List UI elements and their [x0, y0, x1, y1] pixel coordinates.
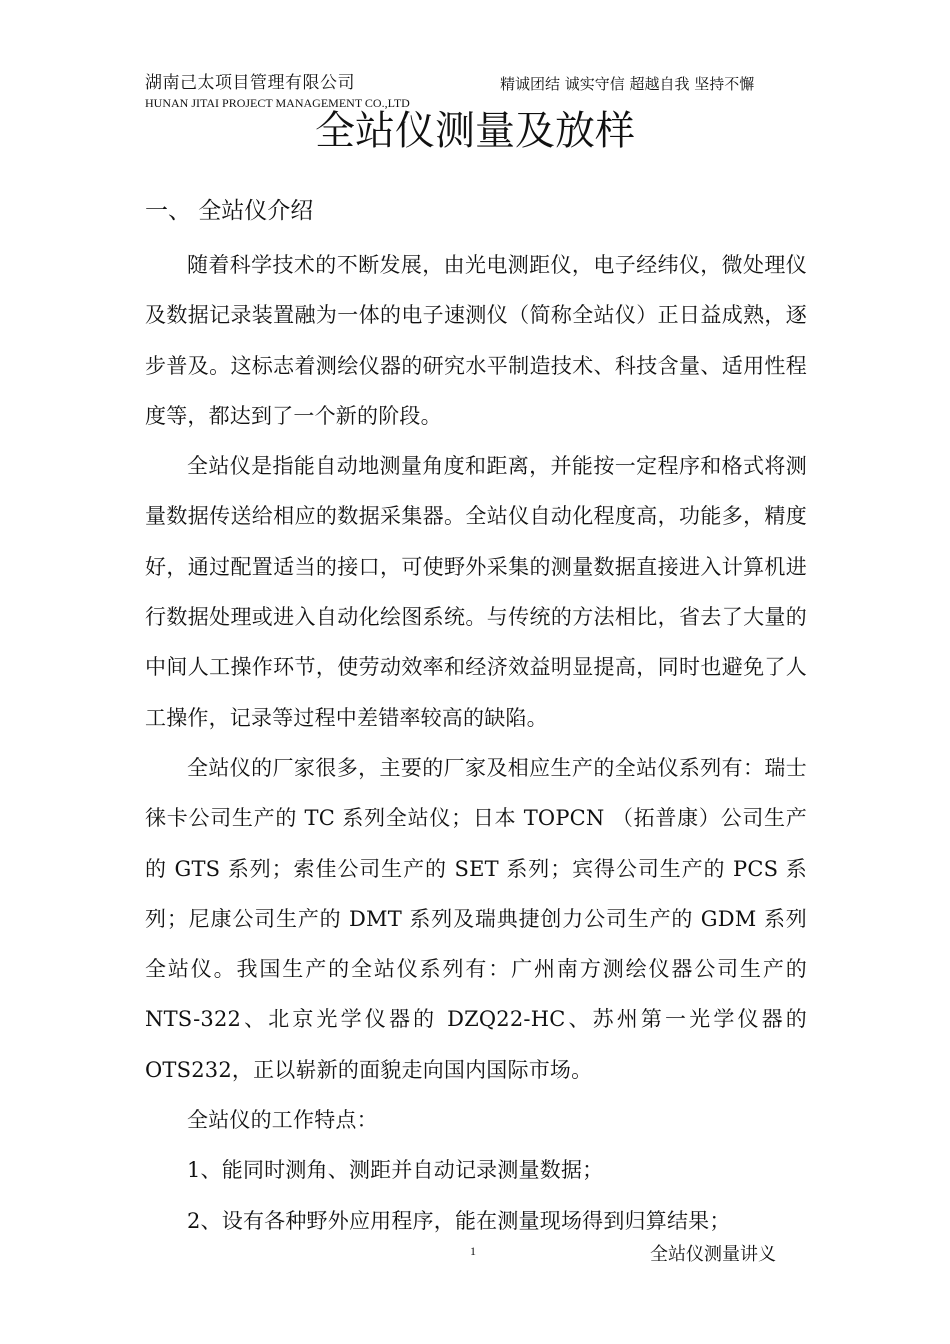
body-text [145, 240, 807, 1246]
page-number: 1 [470, 1244, 476, 1258]
document-label: 全站仪测量讲义 [650, 1244, 776, 1265]
company-name-en: HUNAN JITAI PROJECT MANAGEMENT CO.,LTD [145, 96, 410, 110]
company-name-cn: 湖南己太项目管理有限公司 [145, 73, 355, 93]
section-heading: 一、 全站仪介绍 [145, 198, 314, 224]
paragraph-2: 全站仪是指能自动地测量角度和距离，并能按一定程序和格式将测量数据传送给相应的数据采集器。全站仪自动化程度高，功能多，精度好，通过配置适当的接口，可使野外采集的测量数据直接进入计算机进行数据处理或进入自动化绘图系统。与传统的方法相比，省去了大量的中间人工操作环节，使劳动效率和经济效益明显提高，同时也避免了人工操作，记录等过程中差错率较高的缺陷。 [145, 454, 807, 730]
paragraph-4: 全站仪的工作特点： [187, 1108, 378, 1133]
list-item-2: 2、设有各种野外应用程序，能在测量现场得到归算结果； [187, 1208, 731, 1233]
page-title: 全站仪测量及放样 [315, 108, 635, 154]
list-item-1: 1、能同时测角、测距并自动记录测量数据； [187, 1158, 604, 1183]
company-slogan: 精诚团结 诚实守信 超越自我 坚持不懈 [500, 75, 755, 93]
paragraph-1: 随着科学技术的不断发展，由光电测距仪，电子经纬仪，微处理仪及数据记录装置融为一体的电子速测仪（简称全站仪）正日益成熟，逐步普及。这标志着测绘仪器的研究水平制造技术、科技含量、适用性程度等，都达到了一个新的阶段。 [145, 253, 807, 428]
paragraph-3: 全站仪的厂家很多，主要的厂家及相应生产的全站仪系列有：瑞士徕卡公司生产的 TC 系列全站仪；日本 TOPCN （拓普康）公司生产的 GTS 系列；索佳公司生产的 SET 系列；宾得公司生产的 PCS 系列；尼康公司生产的 DMT 系列及瑞典捷创力公司生产的 GDM 系列全站仪。我国生产的全站仪系列有：广州南方测绘仪器公司生产的 NTS-322、北京光学仪器的 DZQ22-HC、苏州第一光学仪器的 OTS232，正以崭新的面貌走向国内国际市场。 [145, 755, 807, 1082]
